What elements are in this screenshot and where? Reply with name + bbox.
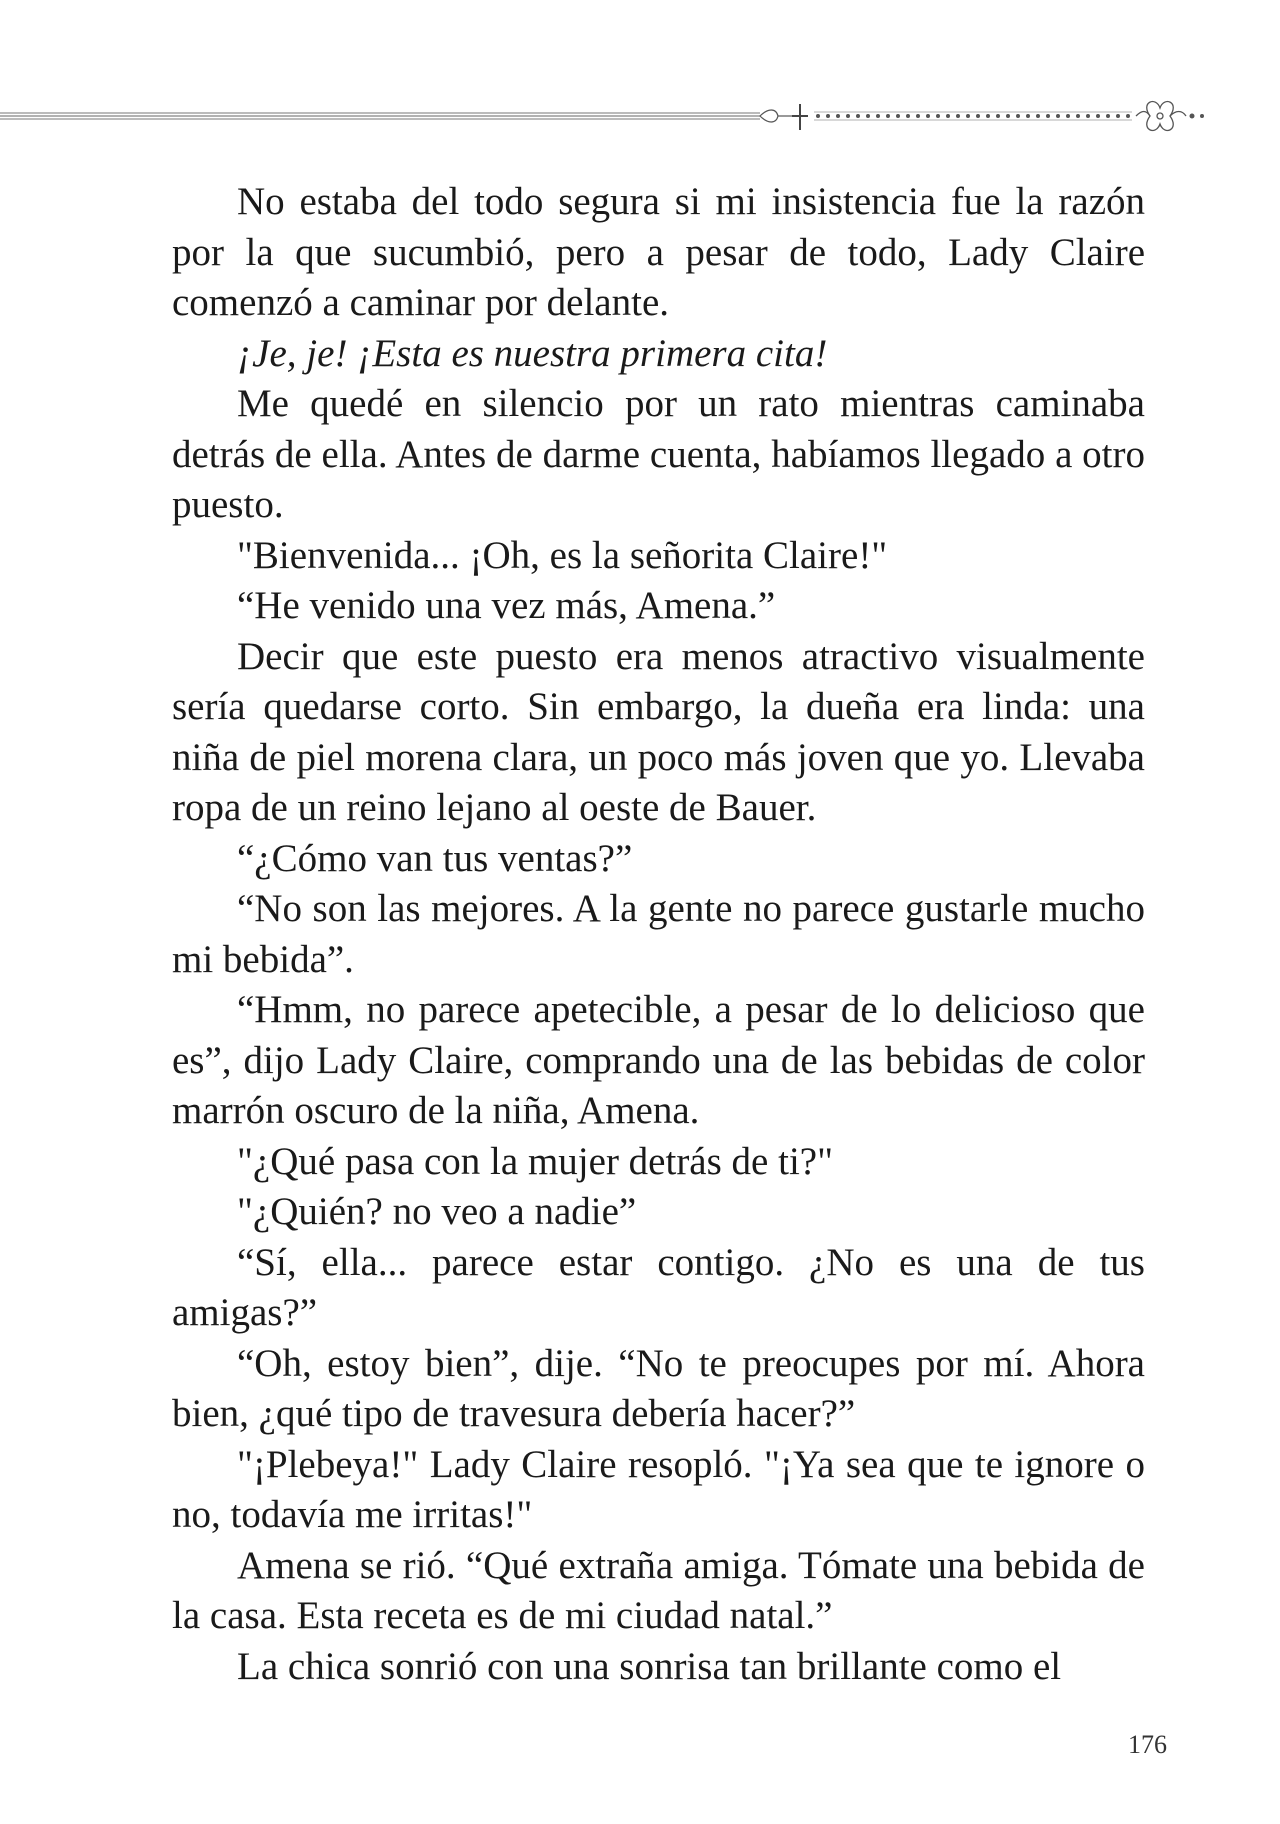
paragraph: La chica sonrió con una sonrisa tan brillante como el	[237, 1644, 1062, 1688]
paragraph-italic: ¡Je, je! ¡Esta es nuestra primera cita!	[237, 331, 828, 375]
paragraph: "Bienvenida... ¡Oh, es la señorita Claire!"	[237, 533, 888, 577]
paragraph: “No son las mejores. A la gente no parece gustarle mucho mi bebida”.	[172, 887, 1145, 981]
page-number: 176	[1128, 1730, 1167, 1759]
paragraph: "¿Qué pasa con la mujer detrás de ti?"	[237, 1139, 834, 1183]
text-body	[172, 177, 1145, 1692]
paragraph: “¿Cómo van tus ventas?”	[237, 836, 633, 880]
paragraph: No estaba del todo segura si mi insistencia fue la razón por la que sucumbió, pero a pesar de todo, Lady Claire comenzó a caminar por delante.	[172, 180, 1145, 324]
paragraph: “Sí, ella... parece estar contigo. ¿No es una de tus amigas?”	[172, 1240, 1145, 1334]
paragraph: “Hmm, no parece apetecible, a pesar de lo delicioso que es”, dijo Lady Claire, comprando una de las bebidas de color marrón oscuro de la niña, Amena.	[172, 988, 1145, 1132]
paragraph: Me quedé en silencio por un rato mientras caminaba detrás de ella. Antes de darme cuenta, habíamos llegado a otro puesto.	[172, 382, 1145, 526]
paragraph: “He venido una vez más, Amena.”	[237, 584, 776, 627]
header-ornament	[0, 96, 1210, 144]
paragraph: "¿Quién? no veo a nadie”	[237, 1190, 637, 1233]
paragraph: "¡Plebeya!" Lady Claire resopló. "¡Ya sea que te ignore o no, todavía me irritas!"	[172, 1442, 1145, 1536]
paragraph: Decir que este puesto era menos atractivo visualmente sería quedarse corto. Sin embargo, la dueña era linda: una niña de piel morena clara, un poco más joven que yo. Llevaba ropa de un reino lejano al oeste de Bauer.	[172, 634, 1145, 829]
paragraph: “Oh, estoy bien”, dije. “No te preocupes por mí. Ahora bien, ¿qué tipo de travesura debería hacer?”	[172, 1341, 1145, 1435]
paragraph: Amena se rió. “Qué extraña amiga. Tómate una bebida de la casa. Esta receta es de mi ciudad natal.”	[172, 1543, 1145, 1637]
